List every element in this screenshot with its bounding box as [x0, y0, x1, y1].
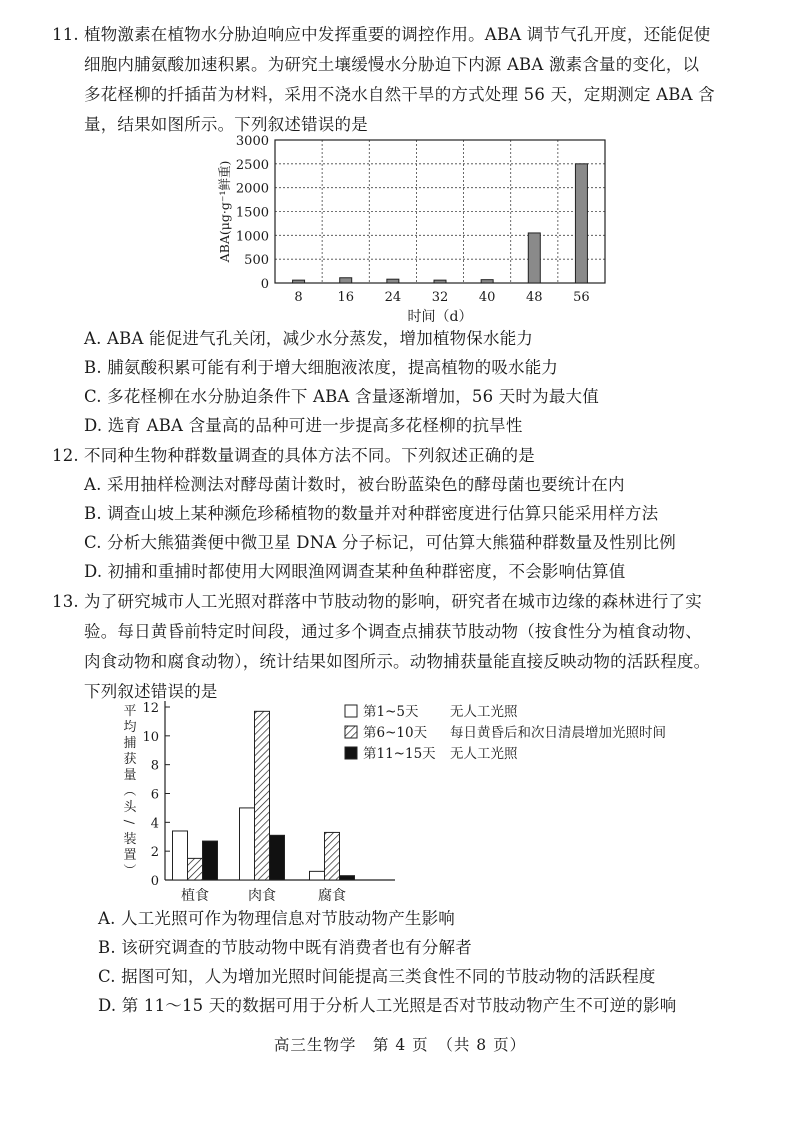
y-tick-label: 12 — [142, 701, 159, 716]
bar — [203, 841, 218, 880]
y-axis-label-char: 平 — [123, 704, 137, 719]
bar — [270, 835, 285, 880]
question-stem-line: 下列叙述错误的是 — [84, 682, 218, 701]
option-d: D. 选育 ABA 含量高的品种可进一步提高多花柽柳的抗旱性 — [84, 416, 523, 435]
aba-bar-chart — [180, 128, 620, 328]
x-tick-label: 40 — [478, 290, 496, 305]
x-tick-label: 腐食 — [318, 888, 346, 904]
question-stem-line: 植物激素在植物水分胁迫响应中发挥重要的调控作用。ABA 调节气孔开度，还能促使 — [84, 25, 711, 44]
y-axis-label-char: ） — [121, 863, 136, 877]
option-b: B. 调查山坡上某种濒危珍稀植物的数量并对种群密度进行估算只能采用样方法 — [84, 504, 659, 523]
question-stem-line: 量，结果如图所示。下列叙述错误的是 — [84, 115, 368, 134]
y-axis-label: ABA(μg·g⁻¹鲜重) — [217, 160, 232, 263]
option-d: D. 第 11～15 天的数据可用于分析人工光照是否对节肢动物产生不可逆的影响 — [98, 996, 677, 1015]
y-axis-label-char: 获 — [123, 752, 137, 767]
legend-swatch — [345, 705, 357, 717]
x-tick-label: 植食 — [181, 888, 209, 904]
legend-series-note: 无人工光照 — [450, 704, 518, 720]
bar — [481, 280, 493, 283]
y-axis-label-char: 头 — [123, 800, 137, 815]
x-tick-label: 24 — [384, 290, 402, 305]
capture-bar-chart — [110, 695, 750, 907]
x-tick-label: 肉食 — [248, 888, 276, 904]
question-number: 11. — [52, 25, 79, 44]
y-tick-label: 1000 — [235, 229, 269, 245]
legend-series-note: 每日黄昏后和次日清晨增加光照时间 — [450, 725, 666, 741]
y-tick-label: 2000 — [235, 181, 269, 197]
y-tick-label: 500 — [244, 253, 269, 269]
y-axis-label-char: 量 — [123, 768, 137, 783]
bar — [434, 280, 446, 283]
x-tick-label: 8 — [294, 290, 303, 305]
y-axis-label-char: 均 — [123, 720, 137, 735]
bar — [173, 831, 188, 880]
option-c: C. 分析大熊猫粪便中微卫星 DNA 分子标记，可估算大熊猫种群数量及性别比例 — [84, 533, 676, 552]
x-axis-label: 时间（d） — [407, 309, 473, 325]
x-tick-label: 56 — [573, 290, 590, 305]
option-a: A. 人工光照可作为物理信息对节肢动物产生影响 — [98, 909, 456, 928]
option-a: A. 采用抽样检测法对酵母菌计数时，被台盼蓝染色的酵母菌也要统计在内 — [84, 475, 625, 494]
y-tick-label: 0 — [150, 874, 159, 889]
legend-series-name: 第1~5天 — [363, 704, 419, 720]
option-c: C. 多花柽柳在水分胁迫条件下 ABA 含量逐渐增加，56 天时为最大值 — [84, 387, 599, 406]
question-number: 12. — [52, 446, 79, 465]
x-tick-label: 48 — [526, 290, 543, 305]
question-stem-line: 验。每日黄昏前特定时间段，通过多个调查点捕获节肢动物（按食性分为植食动物、 — [84, 622, 702, 641]
y-axis-label-char: 捕 — [123, 736, 137, 751]
page-footer: 高三生物学 第 4 页 （共 8 页） — [273, 1036, 527, 1054]
bar — [188, 858, 203, 880]
bar — [293, 280, 305, 283]
y-tick-label: 2 — [150, 845, 159, 861]
bar — [255, 711, 270, 880]
legend-swatch — [345, 747, 357, 759]
bar — [387, 279, 399, 283]
y-axis-label-char: / — [121, 819, 136, 825]
y-tick-label: 6 — [150, 787, 159, 803]
question-stem-line: 肉食动物和腐食动物），统计结果如图所示。动物捕获量能直接反映动物的活跃程度。 — [84, 652, 711, 671]
y-tick-label: 0 — [260, 277, 269, 292]
bar — [340, 876, 355, 880]
legend-series-name: 第11~15天 — [363, 746, 436, 762]
question-stem-line: 不同种生物种群数量调查的具体方法不同。下列叙述正确的是 — [84, 446, 535, 465]
option-c: C. 据图可知，人为增加光照时间能提高三类食性不同的节肢动物的活跃程度 — [98, 967, 656, 986]
y-tick-label: 2500 — [235, 157, 269, 173]
legend-swatch — [345, 726, 357, 738]
y-tick-label: 4 — [150, 816, 159, 832]
y-tick-label: 3000 — [235, 134, 269, 149]
question-number: 13. — [52, 592, 79, 611]
y-tick-label: 10 — [142, 729, 159, 745]
option-b: B. 该研究调查的节肢动物中既有消费者也有分解者 — [98, 938, 472, 957]
option-b: B. 脯氨酸积累可能有利于增大细胞液浓度，提高植物的吸水能力 — [84, 358, 559, 377]
bar — [325, 832, 340, 880]
legend-series-name: 第6~10天 — [363, 725, 428, 741]
option-a: A. ABA 能促进气孔关闭，减少水分蒸发，增加植物保水能力 — [84, 329, 534, 348]
bar — [528, 233, 540, 283]
bar — [575, 164, 587, 283]
y-tick-label: 1500 — [235, 205, 269, 221]
legend-series-note: 无人工光照 — [450, 746, 518, 762]
bar — [240, 808, 255, 880]
question-stem-line: 细胞内脯氨酸加速积累。为研究土壤缓慢水分胁迫下内源 ABA 激素含量的变化，以 — [84, 55, 700, 74]
option-d: D. 初捕和重捕时都使用大网眼渔网调查某种鱼种群密度，不会影响估算值 — [84, 562, 626, 581]
y-axis-label-char: （ — [121, 783, 136, 797]
y-axis-label-char: 装 — [123, 832, 137, 847]
y-tick-label: 8 — [150, 758, 159, 774]
question-stem-line: 为了研究城市人工光照对群落中节肢动物的影响，研究者在城市边缘的森林进行了实 — [84, 592, 702, 611]
bar — [310, 871, 325, 880]
bar — [340, 278, 352, 283]
question-stem-line: 多花柽柳的扦插苗为材料，采用不浇水自然干旱的方式处理 56 天，定期测定 ABA 含 — [84, 85, 715, 104]
x-tick-label: 32 — [431, 290, 449, 305]
y-axis-label-char: 置 — [123, 848, 137, 863]
x-tick-label: 16 — [337, 290, 354, 305]
